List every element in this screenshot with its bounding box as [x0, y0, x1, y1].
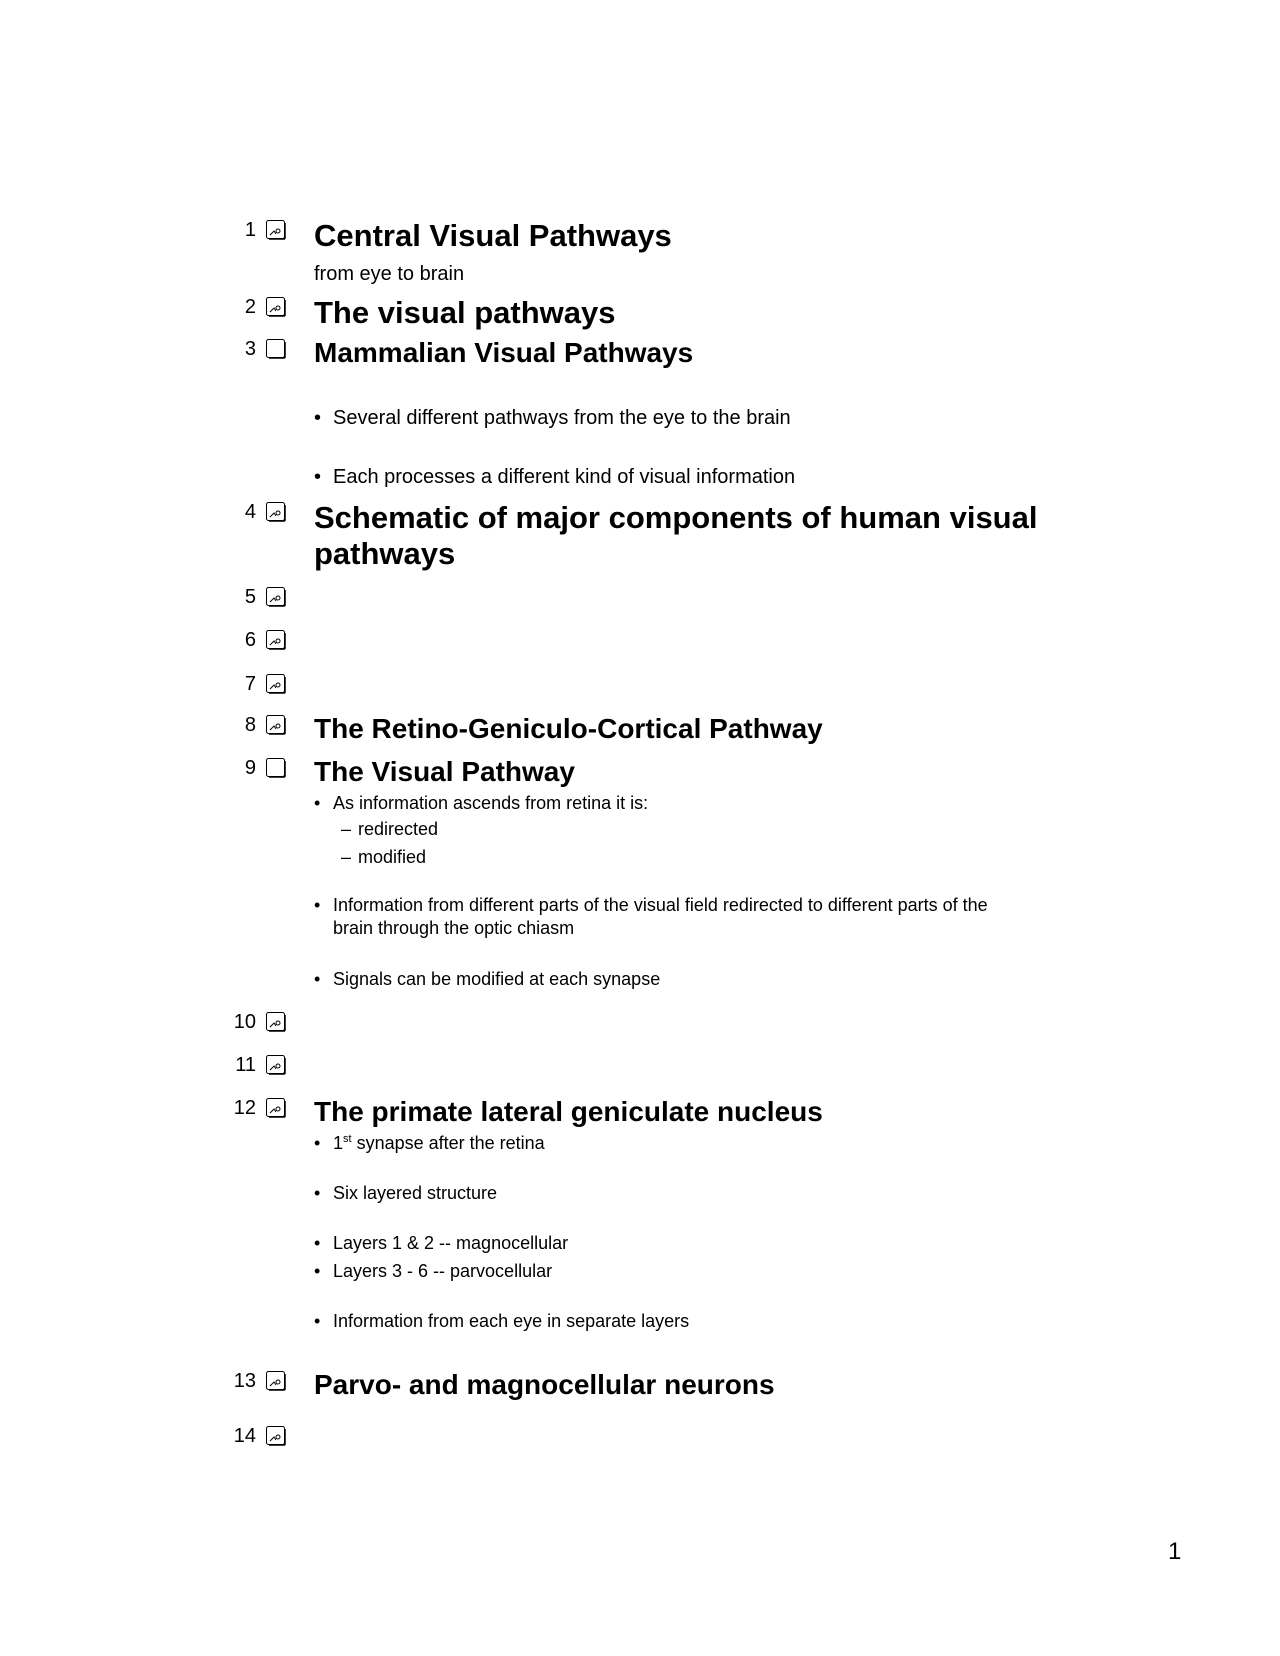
slide-number: 5 — [244, 586, 256, 608]
image-icon — [266, 1426, 286, 1446]
slide-number: 1 — [244, 219, 256, 241]
image-icon — [266, 587, 286, 607]
page-number: 1 — [1168, 1538, 1182, 1565]
slide-number: 14 — [233, 1425, 256, 1447]
bullet-item: • Layers 3 - 6 -- parvocellular — [314, 1260, 1054, 1283]
image-icon — [266, 674, 286, 694]
slide-content — [314, 713, 1054, 745]
slide-title-line-2: pathways — [314, 536, 456, 571]
slide-number: 7 — [244, 673, 256, 695]
slide-content — [314, 337, 1054, 489]
slide-title: Mammalian Visual Pathways — [314, 337, 694, 368]
slide-title: Central Visual Pathways — [314, 218, 672, 253]
image-icon — [266, 220, 286, 240]
slide-title: Parvo- and magnocellular neurons — [314, 1369, 775, 1400]
image-icon — [266, 1012, 286, 1032]
bullet-line: • Information from different parts of the visual field redirected to different parts of the — [333, 895, 988, 915]
image-icon — [266, 1098, 286, 1118]
bullet-item: • Six layered structure — [314, 1182, 1054, 1205]
slide-content — [314, 1096, 1054, 1333]
bullet-item: • 1st synapse after the retina — [314, 1132, 1054, 1155]
slide-content — [314, 295, 1054, 331]
slide-title-line-1: Schematic of major components of human visual — [314, 500, 1038, 535]
bullet-item: • Several different pathways from the eye to the brain — [314, 406, 1054, 430]
slide-subtitle: from eye to brain — [314, 263, 465, 285]
bullet-item: • Signals can be modified at each synapse — [314, 968, 1054, 991]
blank-slide-icon — [266, 339, 286, 359]
slide-title: The Retino-Geniculo-Cortical Pathway — [314, 713, 823, 744]
blank-slide-icon — [266, 758, 286, 778]
slide-number: 3 — [244, 338, 256, 360]
slide-title: The Visual Pathway — [314, 756, 575, 787]
slide-title: The visual pathways — [314, 295, 616, 330]
image-icon — [266, 715, 286, 735]
image-icon — [266, 502, 286, 522]
slide-content — [314, 218, 1054, 286]
bullet-item: • As information ascends from retina it is: — [314, 792, 1054, 815]
slide-number: 11 — [235, 1054, 256, 1076]
bullet-item: • Each processes a different kind of visual information — [314, 465, 1054, 489]
image-icon — [266, 630, 286, 650]
slide-number: 10 — [233, 1011, 256, 1033]
bullet-item: • Information from each eye in separate layers — [314, 1310, 1054, 1333]
slide-number: 2 — [244, 296, 256, 318]
sub-bullet-item: – redirected — [314, 815, 1054, 843]
bullet-item — [314, 894, 1054, 940]
slide-content — [314, 756, 1054, 991]
bullet-line: brain through the optic chiasm — [333, 918, 575, 938]
image-icon — [266, 1371, 286, 1391]
slide-number: 9 — [244, 757, 256, 779]
slide-number: 8 — [244, 714, 256, 736]
slide-title: The primate lateral geniculate nucleus — [314, 1096, 823, 1127]
slide-number: 6 — [244, 629, 256, 651]
slide-number: 13 — [233, 1370, 256, 1392]
slide-content — [314, 500, 1054, 572]
slide-content — [314, 1369, 1054, 1401]
sub-bullet-item: – modified — [314, 843, 1054, 871]
slide-number: 12 — [233, 1097, 256, 1119]
bullet-item: • Layers 1 & 2 -- magnocellular — [314, 1232, 1054, 1255]
slide-number: 4 — [244, 501, 256, 523]
image-icon — [266, 1055, 286, 1075]
image-icon — [266, 297, 286, 317]
